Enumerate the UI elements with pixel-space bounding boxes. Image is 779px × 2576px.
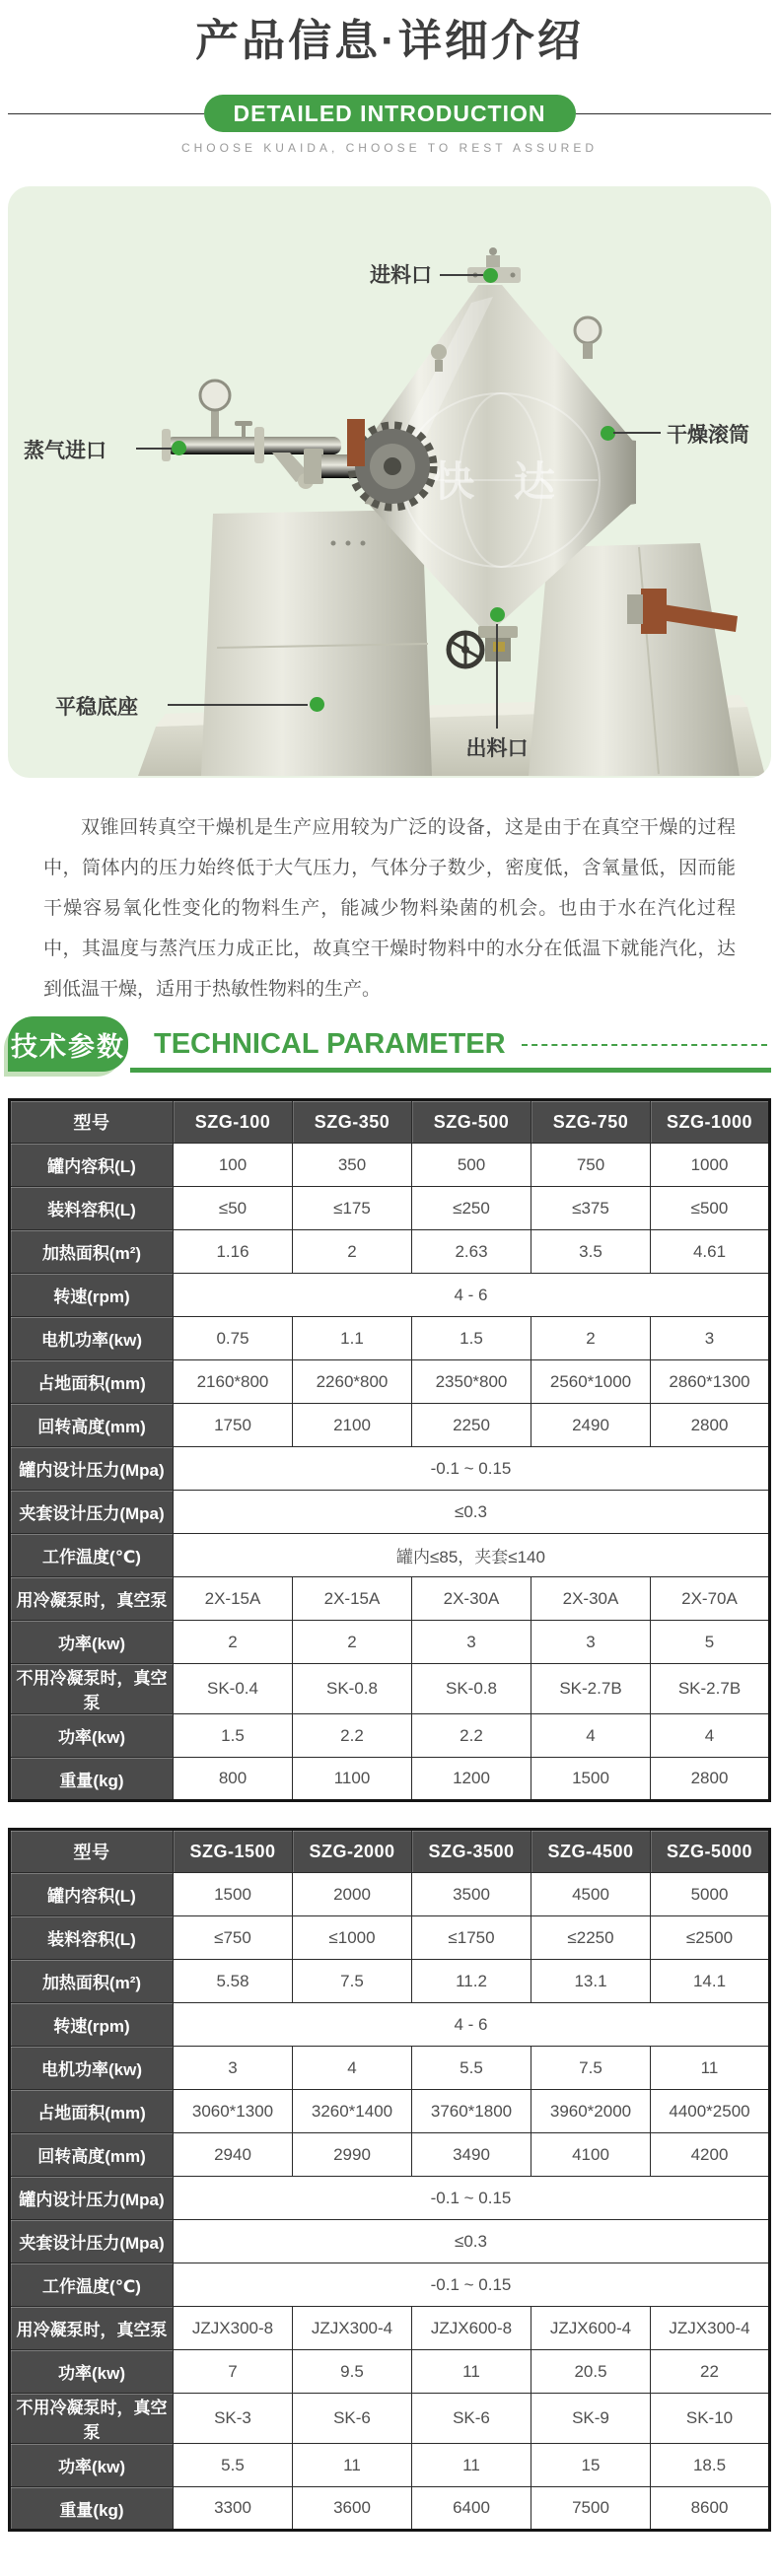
spec-row-label: 转速(rpm)	[10, 1274, 174, 1317]
spec-cell: 3	[412, 1621, 531, 1664]
spec-cell: 1.5	[412, 1317, 531, 1360]
spec-cell: 0.75	[174, 1317, 293, 1360]
detailed-introduction-badge: DETAILED INTRODUCTION	[204, 95, 576, 132]
discharge-valve	[478, 626, 518, 638]
spec-cell: 100	[174, 1144, 293, 1187]
spec-cell: ≤50	[174, 1187, 293, 1230]
banner-left-rule	[8, 113, 204, 114]
spec-cell: 1750	[174, 1404, 293, 1447]
spec-row-label: 重量(kg)	[10, 1758, 174, 1801]
heading-underline	[130, 1068, 771, 1073]
right-pedestal	[529, 543, 740, 776]
spec-cell: 1500	[174, 1873, 293, 1916]
spec-cell: SK-9	[531, 2394, 651, 2444]
spec-cell-span: 4 - 6	[174, 1274, 770, 1317]
spec-cell: 2560*1000	[531, 1360, 651, 1404]
spec-row-label: 加热面积(m²)	[10, 1960, 174, 2003]
column-header-model: 型号	[10, 1100, 174, 1144]
spec-row-label: 加热面积(m²)	[10, 1230, 174, 1274]
spec-cell: JZJX600-4	[531, 2307, 651, 2350]
spec-cell: SK-0.8	[412, 1664, 531, 1714]
spec-cell: SK-0.4	[174, 1664, 293, 1714]
table-row	[10, 2003, 770, 2047]
spec-cell: ≤2500	[651, 1916, 770, 1960]
spec-cell: 4400*2500	[651, 2090, 770, 2133]
pressure-gauge	[575, 317, 601, 343]
spec-cell: 3.5	[531, 1230, 651, 1274]
spec-cell: 5	[651, 1621, 770, 1664]
upper-cone	[365, 285, 636, 445]
table-row	[10, 1491, 770, 1534]
spec-cell: 2940	[174, 2133, 293, 2177]
spec-cell: ≤250	[412, 1187, 531, 1230]
spec-cell: 2X-15A	[293, 1577, 412, 1621]
spec-cell: 1100	[293, 1758, 412, 1801]
table-row	[10, 1404, 770, 1447]
spec-cell: ≤1000	[293, 1916, 412, 1960]
spec-cell: 4100	[531, 2133, 651, 2177]
spec-cell: JZJX300-4	[651, 2307, 770, 2350]
column-header-value: SZG-1500	[174, 1830, 293, 1873]
spec-row-label: 转速(rpm)	[10, 2003, 174, 2047]
spec-cell: 3600	[293, 2487, 412, 2531]
spec-cell: 18.5	[651, 2444, 770, 2487]
spec-row-label: 不用冷凝泵时，真空泵	[10, 2394, 174, 2444]
spec-cell-span: -0.1 ~ 0.15	[174, 2263, 770, 2307]
spec-cell-span: -0.1 ~ 0.15	[174, 1447, 770, 1491]
spec-cell: 2X-70A	[651, 1577, 770, 1621]
spec-row-label: 工作温度(℃)	[10, 1534, 174, 1577]
table-row	[10, 1664, 770, 1714]
table-row	[10, 1621, 770, 1664]
page-title: 产品信息·详细介绍	[195, 17, 584, 65]
spec-cell: 20.5	[531, 2350, 651, 2394]
spec-cell: JZJX300-4	[293, 2307, 412, 2350]
label-discharge-outlet: 出料口	[465, 737, 529, 760]
spec-row-label: 占地面积(mm)	[10, 1360, 174, 1404]
spec-cell: 1.5	[174, 1714, 293, 1758]
brand-tagline: CHOOSE KUAIDA, CHOOSE TO REST ASSURED	[180, 141, 599, 155]
spec-row-label: 罐内容积(L)	[10, 1144, 174, 1187]
spec-cell-span: ≤0.3	[174, 1491, 770, 1534]
table-row	[10, 2263, 770, 2307]
spec-row-label: 回转高度(mm)	[10, 1404, 174, 1447]
spec-cell: 4200	[651, 2133, 770, 2177]
spec-cell: 3260*1400	[293, 2090, 412, 2133]
table-row	[10, 2487, 770, 2531]
spec-cell: 7500	[531, 2487, 651, 2531]
spec-cell: 1.16	[174, 1230, 293, 1274]
table-row	[10, 1230, 770, 1274]
spec-cell: 2	[293, 1621, 412, 1664]
table-row	[10, 1916, 770, 1960]
table-row	[10, 1960, 770, 2003]
spec-cell: 2	[531, 1317, 651, 1360]
spec-cell: 11	[651, 2047, 770, 2090]
leader-feed-inlet	[440, 274, 483, 276]
spec-cell: 3960*2000	[531, 2090, 651, 2133]
table-row	[10, 2090, 770, 2133]
spec-cell: 9.5	[293, 2350, 412, 2394]
dot-steam-inlet	[172, 441, 186, 455]
spec-cell: 11	[412, 2444, 531, 2487]
spec-table-small-models	[8, 1098, 771, 1802]
spec-row-label: 夹套设计压力(Mpa)	[10, 1491, 174, 1534]
spec-row-label: 电机功率(kw)	[10, 1317, 174, 1360]
spec-cell: 7.5	[531, 2047, 651, 2090]
heading-dashed-rule	[522, 1044, 767, 1046]
spec-cell: 2160*800	[174, 1360, 293, 1404]
spec-row-label: 罐内容积(L)	[10, 1873, 174, 1916]
label-steam-inlet: 蒸气进口	[24, 440, 106, 462]
spec-cell: 350	[293, 1144, 412, 1187]
product-figure-panel	[8, 186, 771, 778]
tech-parameter-heading	[8, 1015, 771, 1073]
table-row	[10, 1758, 770, 1801]
table-header-row	[10, 1100, 770, 1144]
column-header-value: SZG-500	[412, 1100, 531, 1144]
table-row	[10, 2394, 770, 2444]
spec-cell: ≤1750	[412, 1916, 531, 1960]
column-header-value: SZG-3500	[412, 1830, 531, 1873]
spec-cell-span: 4 - 6	[174, 2003, 770, 2047]
spec-cell: 6400	[412, 2487, 531, 2531]
table-row	[10, 2444, 770, 2487]
table-row	[10, 1144, 770, 1187]
spec-cell: 13.1	[531, 1960, 651, 2003]
spec-cell: 1500	[531, 1758, 651, 1801]
spec-cell: JZJX600-8	[412, 2307, 531, 2350]
column-header-value: SZG-350	[293, 1100, 412, 1144]
spec-row-label: 装料容积(L)	[10, 1916, 174, 1960]
spec-cell: 14.1	[651, 1960, 770, 2003]
column-header-value: SZG-750	[531, 1100, 651, 1144]
spec-cell: 2.2	[412, 1714, 531, 1758]
spec-cell: 3760*1800	[412, 2090, 531, 2133]
spec-cell: 11	[412, 2350, 531, 2394]
spec-cell: 2	[174, 1621, 293, 1664]
spec-cell: 11	[293, 2444, 412, 2487]
table-row	[10, 2307, 770, 2350]
spec-cell: SK-10	[651, 2394, 770, 2444]
spec-cell: 2800	[651, 1404, 770, 1447]
table-row	[10, 2133, 770, 2177]
spec-cell: ≤2250	[531, 1916, 651, 1960]
spec-cell: 2800	[651, 1758, 770, 1801]
spec-cell: ≤750	[174, 1916, 293, 1960]
spec-cell: 2.2	[293, 1714, 412, 1758]
spec-row-label: 功率(kw)	[10, 2350, 174, 2394]
spec-cell: 2100	[293, 1404, 412, 1447]
table-row	[10, 2350, 770, 2394]
table-row	[10, 1274, 770, 1317]
table-row	[10, 1577, 770, 1621]
spec-cell: 500	[412, 1144, 531, 1187]
column-header-value: SZG-5000	[651, 1830, 770, 1873]
spec-cell: 2X-15A	[174, 1577, 293, 1621]
brand-watermark: 快 达	[433, 458, 569, 505]
leader-stable-base	[168, 704, 308, 706]
spec-cell: 11.2	[412, 1960, 531, 2003]
spec-cell: SK-6	[412, 2394, 531, 2444]
spec-row-label: 重量(kg)	[10, 2487, 174, 2531]
spec-cell: 2250	[412, 1404, 531, 1447]
spec-cell: 3500	[412, 1873, 531, 1916]
spec-cell: 2260*800	[293, 1360, 412, 1404]
product-description: 双锥回转真空干燥机是生产应用较为广泛的设备，这是由于在真空干燥的过程中，筒体内的压力始终低于大气压力，气体分子数少，密度低，含氧量低，因而能干燥容易氧化性变化的物料生产，能减少物料染菌的机会。也由于水在汽化过程中，其温度与蒸汽压力成正比，故真空干燥时物料中的水分在低温下就能汽化，达到低温干燥，适用于热敏性物料的生产。	[43, 817, 736, 1000]
dot-stable-base	[310, 697, 324, 712]
column-header-value: SZG-2000	[293, 1830, 412, 1873]
spec-cell: 5.58	[174, 1960, 293, 2003]
spec-row-label: 夹套设计压力(Mpa)	[10, 2220, 174, 2263]
spec-cell: SK-2.7B	[531, 1664, 651, 1714]
product-detail-page	[0, 14, 779, 2543]
spec-cell: SK-6	[293, 2394, 412, 2444]
table-row	[10, 2177, 770, 2220]
spec-row-label: 工作温度(℃)	[10, 2263, 174, 2307]
spec-cell: 4.61	[651, 1230, 770, 1274]
table-row	[10, 1873, 770, 1916]
spec-cell: 750	[531, 1144, 651, 1187]
spec-cell: 2350*800	[412, 1360, 531, 1404]
pipe-gauge	[200, 381, 230, 410]
spec-cell: 3060*1300	[174, 2090, 293, 2133]
leader-discharge-outlet	[496, 624, 498, 729]
spec-cell: SK-2.7B	[651, 1664, 770, 1714]
spec-cell: 5.5	[174, 2444, 293, 2487]
spec-cell: 5.5	[412, 2047, 531, 2090]
spec-cell-span: ≤0.3	[174, 2220, 770, 2263]
tech-parameter-title: TECHNICAL PARAMETER	[154, 1027, 506, 1060]
table-header-row	[10, 1830, 770, 1873]
spec-cell: SK-3	[174, 2394, 293, 2444]
column-header-value: SZG-4500	[531, 1830, 651, 1873]
spec-cell: ≤500	[651, 1187, 770, 1230]
spec-cell: 2X-30A	[531, 1577, 651, 1621]
spec-cell: 2490	[531, 1404, 651, 1447]
spec-row-label: 电机功率(kw)	[10, 2047, 174, 2090]
spec-cell: 7	[174, 2350, 293, 2394]
leader-drying-drum	[613, 432, 661, 434]
spec-cell: 3300	[174, 2487, 293, 2531]
spec-cell: JZJX300-8	[174, 2307, 293, 2350]
table-row	[10, 2047, 770, 2090]
spec-cell: 3490	[412, 2133, 531, 2177]
spec-row-label: 功率(kw)	[10, 1621, 174, 1664]
spec-cell: 15	[531, 2444, 651, 2487]
left-pedestal	[201, 510, 432, 776]
table-row	[10, 1360, 770, 1404]
label-drying-drum: 干燥滚筒	[667, 424, 749, 447]
spec-cell: SK-0.8	[293, 1664, 412, 1714]
spec-row-label: 功率(kw)	[10, 2444, 174, 2487]
spec-row-label: 回转高度(mm)	[10, 2133, 174, 2177]
spec-cell: 2860*1300	[651, 1360, 770, 1404]
spec-row-label: 占地面积(mm)	[10, 2090, 174, 2133]
spec-cell: 800	[174, 1758, 293, 1801]
table-row	[10, 1187, 770, 1230]
spec-cell: 2	[293, 1230, 412, 1274]
section-banner	[0, 95, 779, 132]
table-row	[10, 1447, 770, 1491]
spec-row-label: 用冷凝泵时，真空泵	[10, 2307, 174, 2350]
dot-feed-inlet	[483, 268, 498, 283]
spec-cell: 4	[531, 1714, 651, 1758]
spec-cell: ≤375	[531, 1187, 651, 1230]
spec-row-label: 罐内设计压力(Mpa)	[10, 1447, 174, 1491]
spec-cell: 4	[293, 2047, 412, 2090]
spec-cell: ≤175	[293, 1187, 412, 1230]
spec-cell-span: 罐内≤85，夹套≤140	[174, 1534, 770, 1577]
spec-cell: 5000	[651, 1873, 770, 1916]
spec-cell: 4	[651, 1714, 770, 1758]
spec-cell: 3	[651, 1317, 770, 1360]
table-row	[10, 1317, 770, 1360]
spec-cell: 8600	[651, 2487, 770, 2531]
spec-row-label: 功率(kw)	[10, 1714, 174, 1758]
banner-right-rule	[576, 113, 772, 114]
spec-row-label: 罐内设计压力(Mpa)	[10, 2177, 174, 2220]
leader-steam-inlet	[136, 448, 174, 450]
spec-cell: 2.63	[412, 1230, 531, 1274]
table-row	[10, 1534, 770, 1577]
spec-row-label: 用冷凝泵时，真空泵	[10, 1577, 174, 1621]
spec-cell: 4500	[531, 1873, 651, 1916]
spec-row-label: 不用冷凝泵时，真空泵	[10, 1664, 174, 1714]
column-header-value: SZG-1000	[651, 1100, 770, 1144]
spec-cell: 2X-30A	[412, 1577, 531, 1621]
spec-cell: 2990	[293, 2133, 412, 2177]
spec-row-label: 装料容积(L)	[10, 1187, 174, 1230]
label-stable-base: 平稳底座	[55, 696, 138, 719]
spec-cell: 1200	[412, 1758, 531, 1801]
tech-parameter-badge: 技术参数	[8, 1016, 128, 1072]
spec-cell: 3	[174, 2047, 293, 2090]
column-header-model: 型号	[10, 1830, 174, 1873]
spec-cell: 22	[651, 2350, 770, 2394]
spec-cell: 3	[531, 1621, 651, 1664]
spec-cell: 1.1	[293, 1317, 412, 1360]
spec-cell: 1000	[651, 1144, 770, 1187]
label-feed-inlet: 进料口	[370, 264, 432, 287]
spec-cell: 2000	[293, 1873, 412, 1916]
spec-cell-span: -0.1 ~ 0.15	[174, 2177, 770, 2220]
table-row	[10, 2220, 770, 2263]
column-header-value: SZG-100	[174, 1100, 293, 1144]
dot-discharge-outlet	[490, 607, 505, 622]
table-row	[10, 1714, 770, 1758]
spec-table-large-models	[8, 1828, 771, 2532]
spec-cell: 7.5	[293, 1960, 412, 2003]
